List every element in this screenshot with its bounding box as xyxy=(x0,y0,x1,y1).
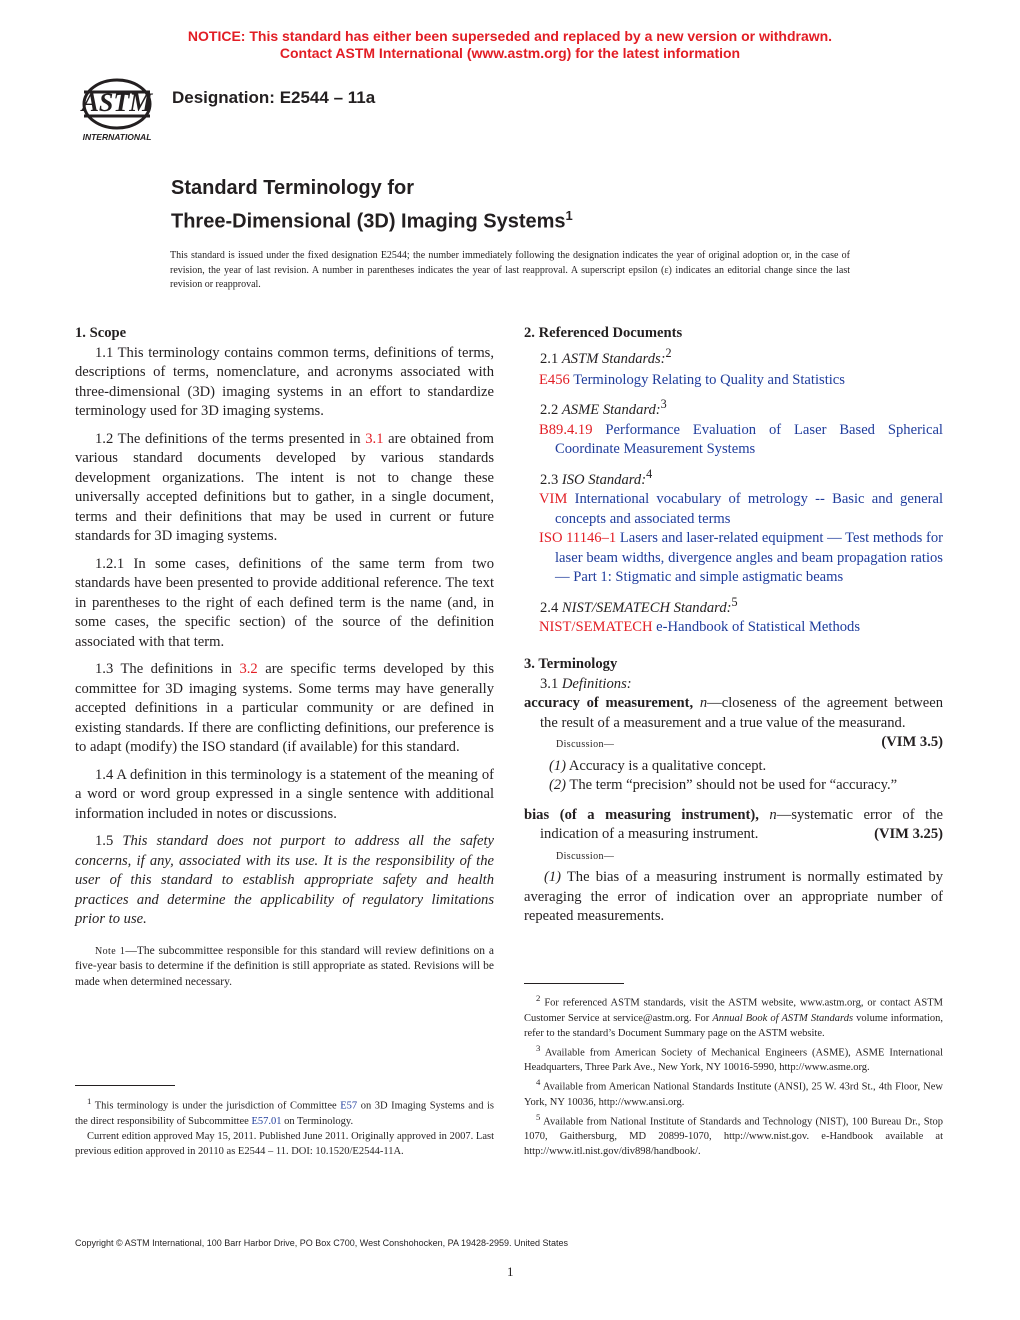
footnote-4-number: 4 xyxy=(536,1077,541,1087)
bias-discussion-number: (1) xyxy=(544,869,562,886)
astm-logo xyxy=(70,76,165,144)
section-3-1-number: 3.1 xyxy=(540,675,562,692)
term-bias-name: bias (of a measuring instrument), xyxy=(524,806,759,823)
reference-nist-title[interactable]: e-Handbook of Statistical Methods xyxy=(652,618,861,635)
title-line-1: Standard Terminology for xyxy=(171,177,414,199)
footnote-2-text-a: For referenced ASTM standards, visit the ASTM website, www.astm.org, or contact ASTM Customer Service at service@astm.org. For xyxy=(524,997,943,1024)
section-2-2 xyxy=(524,395,943,420)
note-1 xyxy=(75,944,494,991)
reference-vim-title[interactable]: International vocabulary of metrology -- Basic and general concepts and associated terms xyxy=(555,491,943,527)
footnote-4-text: Available from American National Standards Institute (ANSI), 25 W. 43rd St., 4th Floor, New York, NY 10036, http://www.ansi.org. xyxy=(524,1081,943,1108)
footnote-3-text: Available from American Society of Mechanical Engineers (ASME), ASME International Headquarters, Three Park Ave., New York, NY 10016-5990, http://www.asme.org. xyxy=(524,1047,943,1073)
reference-iso-title[interactable]: Lasers and laser-related equipment — Test methods for laser beam widths, divergence angles and beam propagation ratios — Part 1: Stigmatic and simple astigmatic beams xyxy=(555,530,943,586)
reference-b89-code[interactable]: B89.4.19 xyxy=(539,421,593,438)
section-2-1 xyxy=(524,344,943,369)
footnote-5 xyxy=(524,1110,943,1160)
footnote-4 xyxy=(524,1075,943,1110)
footnotes-left xyxy=(75,1094,494,1159)
section-1-3-text-a: 1.3 The definitions in xyxy=(95,661,240,677)
section-1-2-1: 1.2.1 In some cases, definitions of the same term from two standards have been presented to provide additional reference. The text in parentheses to the right of each defined term is the name (and, in some cases, the specific section) of the source of the definition associated with that term. xyxy=(75,555,494,650)
title-footnote-ref: 1 xyxy=(565,208,573,223)
term-bias-definition: —systematic error of the indication of a measuring instrument. xyxy=(540,806,943,843)
discussion-label-2: Discussion— xyxy=(556,850,615,862)
section-2-3 xyxy=(524,465,943,490)
designation-label: Designation: xyxy=(172,88,275,107)
right-column xyxy=(524,324,943,935)
reference-nist-code[interactable]: NIST/SEMATECH xyxy=(539,618,653,635)
term-accuracy-definition: —closeness of the agreement between the result of a measurement and a true value of the measurand. xyxy=(540,695,943,731)
reference-vim[interactable] xyxy=(524,490,943,529)
reference-e456-title[interactable]: Terminology Relating to Quality and Statistics xyxy=(569,371,845,388)
section-3-1 xyxy=(524,675,943,695)
section-2-4 xyxy=(524,593,943,618)
astm-logo-mark xyxy=(70,76,165,144)
document-title xyxy=(171,175,573,236)
referenced-documents-heading: 2. Referenced Documents xyxy=(524,325,683,341)
discussion-1-number: (1) xyxy=(549,757,567,774)
section-2-1-title: ASTM Standards: xyxy=(561,350,666,367)
footnote-2-italic: Annual Book of ASTM Standards xyxy=(712,1012,854,1024)
left-column xyxy=(75,324,494,990)
notice-line-1: NOTICE: This standard has either been superseded and replaced by a new version or withdrawn. xyxy=(187,28,833,44)
note-1-label: Note 1 xyxy=(95,945,126,957)
section-2-3-footnote-ref: 4 xyxy=(646,466,653,481)
reference-vim-code[interactable]: VIM xyxy=(539,491,568,508)
section-1-1: 1.1 This terminology contains common terms, definitions of terms, descriptions of terms, nomenclature, and acronyms associated with three-dimensional (3D) imaging systems in an effort to standardize terminology used for 3D imaging systems. xyxy=(75,344,494,419)
section-1-2 xyxy=(75,430,494,547)
footnote-2-number: 2 xyxy=(536,993,541,1003)
section-2-2-number: 2.2 xyxy=(540,402,562,419)
term-accuracy-discussion-1 xyxy=(524,757,943,777)
term-bias xyxy=(524,806,943,845)
section-2-4-title: NIST/SEMATECH Standard: xyxy=(561,599,732,616)
discussion-1-text: Accuracy is a qualitative concept. xyxy=(566,757,767,774)
link-e57-01[interactable]: E57.01 xyxy=(251,1115,282,1127)
footnote-2 xyxy=(524,991,943,1041)
logo-letters: ASTM xyxy=(81,88,153,117)
section-1-2-text-a: 1.2 The definitions of the terms presented in xyxy=(95,430,366,447)
reference-nist[interactable] xyxy=(524,618,943,638)
notice-line-2: Contact ASTM International (www.astm.org) for the latest information xyxy=(279,45,741,61)
reference-b89-title[interactable]: Performance Evaluation of Laser Based Spherical Coordinate Measurement Systems xyxy=(555,421,943,458)
terminology-heading: 3. Terminology xyxy=(524,656,618,673)
term-accuracy-source: (VIM 3.5) xyxy=(881,734,943,751)
footnote-rule-right xyxy=(524,983,624,984)
logo-text: INTERNATIONAL xyxy=(82,132,152,142)
bias-discussion-text: The bias of a measuring instrument is normally estimated by averaging the error of indication over an appropriate number of repeated measurements. xyxy=(524,869,943,925)
link-3-2[interactable]: 3.2 xyxy=(239,661,258,677)
footnotes-right xyxy=(524,991,943,1159)
term-accuracy-name: accuracy of measurement, xyxy=(524,695,694,712)
section-1-5 xyxy=(75,832,494,930)
footnote-1-text-b: on 3D Imaging Systems and is the direct responsibility of Subcommittee xyxy=(75,1100,495,1127)
copyright-line: Copyright © ASTM International, 100 Barr Harbor Drive, PO Box C700, West Conshohocken, PA 19428-2959. United States xyxy=(75,1238,569,1248)
note-1-text: —The subcommittee responsible for this standard will review definitions on a five-year basis to determine if the definition is still appropriate as stated. Revisions will be made when determined necessary. xyxy=(75,944,494,988)
link-3-1[interactable]: 3.1 xyxy=(365,430,384,447)
section-2-2-footnote-ref: 3 xyxy=(660,397,667,412)
section-2-4-number: 2.4 xyxy=(540,599,562,616)
discussion-label-1: Discussion— xyxy=(556,739,615,751)
discussion-2-number: (2) xyxy=(549,777,567,794)
section-1-5-text: This standard does not purport to address all the safety concerns, if any, associated with its use. It is the responsibility of the user of this standard to establish appropriate safety and health practices and determine the applicability of regulatory limitations prior to use. xyxy=(75,833,494,927)
section-1-2-text-b: are obtained from various standard documents developed by various standards development organizations. The intent is not to change these universally accepted definitions but to gather, in a single document, terms and their definitions that may be used in current or future standards for 3D imaging systems. xyxy=(75,430,494,544)
link-e57[interactable]: E57 xyxy=(340,1100,358,1112)
section-1-4: 1.4 A definition in this terminology is a statement of the meaning of a word or word group expressed in a single sentence with additional information included in notes or discussions. xyxy=(75,766,494,822)
page-number: 1 xyxy=(507,1264,514,1279)
reference-e456[interactable] xyxy=(524,371,943,391)
footnote-3-number: 3 xyxy=(536,1042,541,1053)
section-2-1-footnote-ref: 2 xyxy=(665,345,672,360)
section-3-1-title: Definitions: xyxy=(561,675,632,692)
discussion-2-text: The term “precision” should not be used for “accuracy.” xyxy=(566,777,898,794)
section-1-3 xyxy=(75,660,494,758)
section-2-2-title: ASME Standard: xyxy=(561,402,661,419)
footnote-rule-left xyxy=(75,1085,175,1086)
term-bias-pos: n xyxy=(758,806,777,823)
footnote-1-edition: Current edition approved May 15, 2011. Published June 2011. Originally approved in 2007. Last previous edition approved in 20110 as E2544 – 11. DOI: 10.1520/E2544-11A. xyxy=(75,1130,494,1157)
section-1-3-text-b: are specific terms developed by this committee for 3D imaging systems. Some terms may have generally accepted definitions in a particular community or are defined in existing standards. If there are conflicting definitions, our preference is to adapt (modify) the ISO standard (if available) for this standard. xyxy=(75,661,495,755)
term-accuracy-pos: n xyxy=(693,695,708,712)
scope-heading: 1. Scope xyxy=(75,325,127,341)
section-1-5-number: 1.5 xyxy=(95,833,123,849)
footnote-2-text-b: volume information, refer to the standard’s Document Summary page on the ASTM website. xyxy=(524,1012,943,1039)
term-bias-source: (VIM 3.25) xyxy=(874,826,943,843)
designation-value: E2544 – 11a xyxy=(279,88,376,107)
section-2-4-footnote-ref: 5 xyxy=(731,594,738,609)
designation xyxy=(172,88,375,108)
footnote-1-text-a: This terminology is under the jurisdiction of Committee xyxy=(91,1100,341,1112)
reference-b89[interactable] xyxy=(524,421,943,460)
withdrawal-notice xyxy=(0,28,1020,62)
footnote-1 xyxy=(75,1094,494,1129)
reference-iso-code[interactable]: ISO 11146–1 xyxy=(539,530,617,547)
reference-e456-code[interactable]: E456 xyxy=(539,371,570,388)
term-bias-discussion-1 xyxy=(524,868,943,927)
footnote-5-number: 5 xyxy=(536,1111,541,1122)
footnote-1-text-c: on Terminology. xyxy=(281,1115,354,1127)
term-accuracy-discussion-2 xyxy=(524,776,943,796)
section-2-3-title: ISO Standard: xyxy=(561,471,647,488)
title-line-2: Three-Dimensional (3D) Imaging Systems xyxy=(171,210,566,233)
reference-iso-11146[interactable] xyxy=(524,529,943,588)
issue-statement: This standard is issued under the fixed designation E2544; the number immediately following the designation indicates the year of original adoption or, in the case of revision, the year of last revision. A number in parentheses indicates the year of last reapproval. A superscript epsilon (ε) indicates an editorial change since the last revision or reapproval. xyxy=(170,250,850,290)
footnote-3 xyxy=(524,1041,943,1076)
section-2-3-number: 2.3 xyxy=(540,471,562,488)
section-2-1-number: 2.1 xyxy=(540,350,562,367)
footnote-1-number: 1 xyxy=(87,1096,92,1106)
footnote-5-text: Available from National Institute of Standards and Technology (NIST), 100 Bureau Dr., Stop 1070, Gaithersburg, MD 20899-1070, http://www.nist.gov. e-Handbook available at http://www.itl.nist.gov/div898/handbook/. xyxy=(524,1116,943,1157)
